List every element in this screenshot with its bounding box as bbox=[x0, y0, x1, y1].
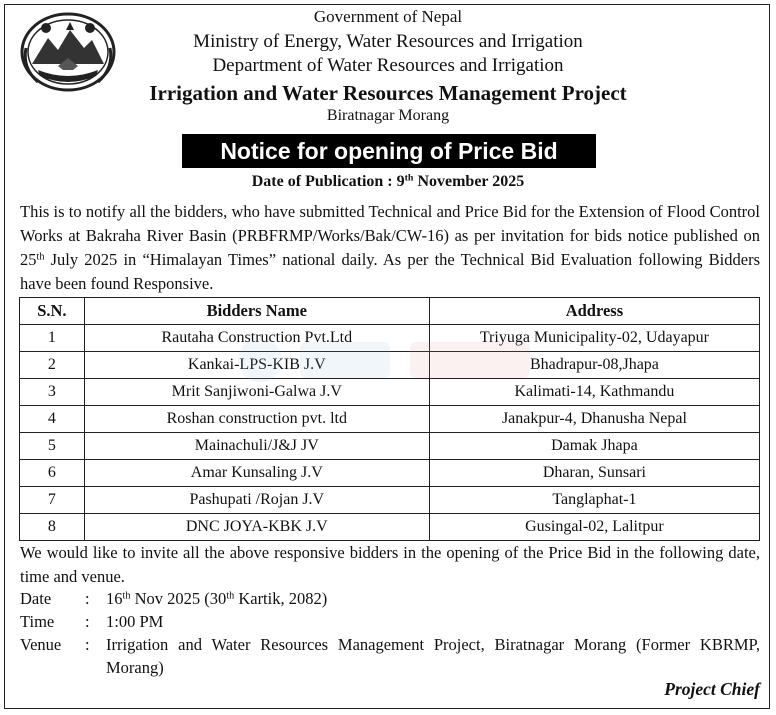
schedule-date-row bbox=[20, 587, 760, 610]
cell-sn: 6 bbox=[20, 460, 85, 487]
cell-sn: 4 bbox=[20, 406, 85, 433]
cell-sn: 2 bbox=[20, 352, 85, 379]
cell-sn: 7 bbox=[20, 487, 85, 514]
date-value bbox=[106, 587, 760, 610]
table-row bbox=[20, 406, 760, 433]
table-row bbox=[20, 514, 760, 541]
venue-label: Venue bbox=[20, 635, 62, 654]
invite-paragraph: We would like to invite all the above responsive bidders in the opening of the Price Bid in the following date, time and venue. bbox=[20, 543, 760, 586]
table-row bbox=[20, 433, 760, 460]
table-row bbox=[20, 460, 760, 487]
publication-date-sup: th bbox=[404, 172, 414, 184]
cell-address: Bhadrapur-08,Jhapa bbox=[429, 352, 759, 379]
schedule-venue-row bbox=[20, 633, 760, 679]
cell-sn: 5 bbox=[20, 433, 85, 460]
cell-sn: 8 bbox=[20, 514, 85, 541]
publication-date bbox=[0, 173, 776, 191]
notice-title: Notice for opening of Price Bid bbox=[182, 134, 596, 168]
date-colon: : bbox=[85, 589, 90, 608]
location-line: Biratnagar Morang bbox=[326, 107, 450, 124]
cell-address: Tanglaphat-1 bbox=[429, 487, 759, 514]
cell-sn: 3 bbox=[20, 379, 85, 406]
date-month: Nov 2025 (30 bbox=[130, 589, 227, 608]
date-day-sup: th bbox=[122, 590, 131, 602]
cell-bidder-name: Mrit Sanjiwoni-Galwa J.V bbox=[84, 379, 429, 406]
venue-value: Irrigation and Water Resources Management Project, Biratnagar Morang (Former KBRMP, Morang) bbox=[106, 635, 760, 677]
ministry-line: Ministry of Energy, Water Resources and Irrigation bbox=[193, 31, 583, 52]
table-row bbox=[20, 379, 760, 406]
time-value: 1:00 PM bbox=[106, 612, 164, 631]
bidders-table bbox=[19, 297, 760, 541]
government-line: Government of Nepal bbox=[313, 7, 463, 26]
cell-address: Triyuga Municipality-02, Udayapur bbox=[429, 325, 759, 352]
cell-sn: 1 bbox=[20, 325, 85, 352]
cell-bidder-name: DNC JOYA-KBK J.V bbox=[84, 514, 429, 541]
header-sn: S.N. bbox=[20, 298, 85, 325]
department-line: Department of Water Resources and Irrigation bbox=[212, 55, 564, 76]
intro-paragraph bbox=[20, 200, 760, 296]
schedule-time-row bbox=[20, 610, 760, 633]
date-day: 16 bbox=[106, 589, 123, 608]
table-row bbox=[20, 487, 760, 514]
intro-part2: July 2025 in “Himalayan Times” national daily. As per the Technical Bid Evaluation following Bidders have been found Responsive. bbox=[20, 250, 760, 293]
header-address: Address bbox=[429, 298, 759, 325]
publication-date-label: Date of Publication : 9 bbox=[251, 173, 405, 190]
cell-bidder-name: Rautaha Construction Pvt.Ltd bbox=[84, 325, 429, 352]
table-row bbox=[20, 352, 760, 379]
time-colon: : bbox=[85, 612, 90, 631]
cell-address: Damak Jhapa bbox=[429, 433, 759, 460]
cell-address: Gusingal-02, Lalitpur bbox=[429, 514, 759, 541]
cell-bidder-name: Roshan construction pvt. ltd bbox=[84, 406, 429, 433]
publication-date-rest: November 2025 bbox=[413, 173, 525, 190]
signature: Project Chief bbox=[664, 679, 760, 699]
cell-address: Dharan, Sunsari bbox=[429, 460, 759, 487]
date-nepali-sup: th bbox=[226, 590, 235, 602]
cell-bidder-name: Mainachuli/J&J JV bbox=[84, 433, 429, 460]
header-bidders-name: Bidders Name bbox=[84, 298, 429, 325]
cell-bidder-name: Amar Kunsaling J.V bbox=[84, 460, 429, 487]
intro-part1: This is to notify all the bidders, who have submitted Technical and Price Bid for the Extension of Flood Control Works at Bakraha River Basin (PRBFRMP/Works/Bak/CW-16) as per invitation for bids notice published on 25 bbox=[20, 202, 760, 269]
date-nepali: Kartik, 2082) bbox=[234, 589, 328, 608]
venue-colon: : bbox=[85, 635, 90, 654]
time-label: Time bbox=[20, 612, 55, 631]
table-header-row bbox=[20, 298, 760, 325]
table-row bbox=[20, 325, 760, 352]
cell-address: Janakpur-4, Dhanusha Nepal bbox=[429, 406, 759, 433]
cell-bidder-name: Pashupati /Rojan J.V bbox=[84, 487, 429, 514]
date-label: Date bbox=[20, 589, 52, 608]
intro-sup: th bbox=[36, 251, 45, 263]
project-title: Irrigation and Water Resources Management Project bbox=[149, 81, 627, 105]
cell-bidder-name: Kankai-LPS-KIB J.V bbox=[84, 352, 429, 379]
cell-address: Kalimati-14, Kathmandu bbox=[429, 379, 759, 406]
